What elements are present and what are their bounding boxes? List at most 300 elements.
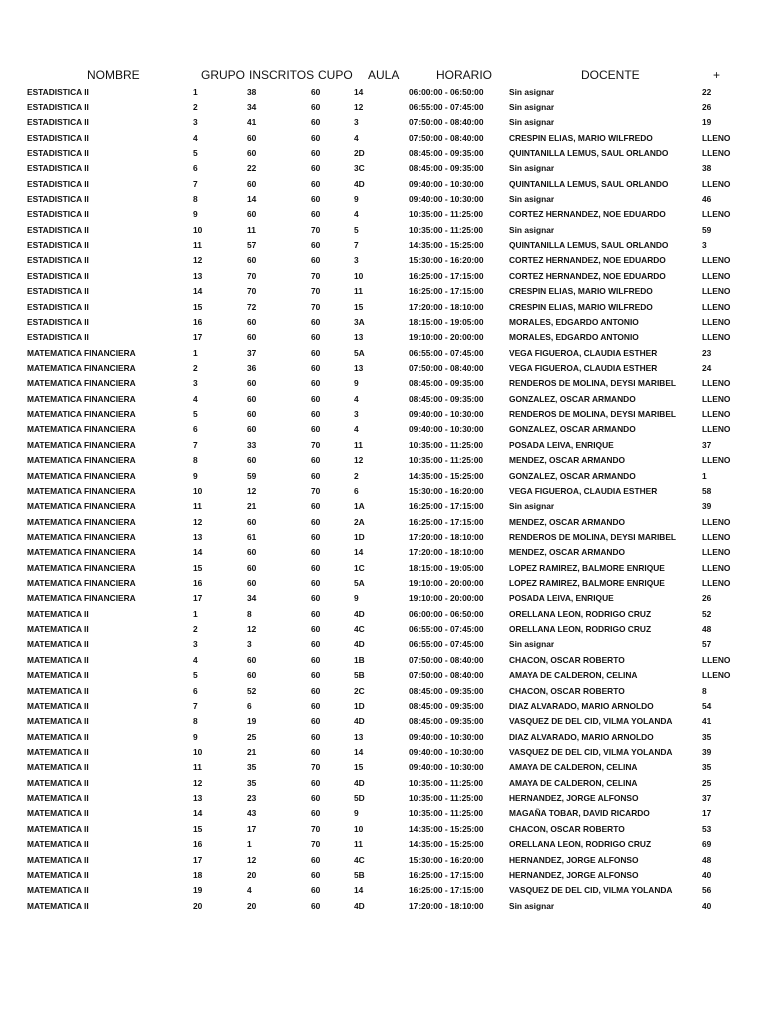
cell-docente: POSADA LEIVA, ENRIQUE [509,593,614,604]
cell-cupo: 60 [311,101,321,112]
cell-grupo: 15 [193,823,203,834]
cell-grupo: 20 [193,900,203,911]
cell-inscritos: 60 [247,409,257,420]
cell-docente: LOPEZ RAMIREZ, BALMORE ENRIQUE [509,562,665,573]
cell-grupo: 7 [193,700,198,711]
cell-inscritos: 60 [247,378,257,389]
cell-grupo: 15 [193,301,203,312]
cell-cupo: 60 [311,639,321,650]
cell-horario: 09:40:00 - 10:30:00 [409,762,484,773]
cell-horario: 07:50:00 - 08:40:00 [409,132,484,143]
cell-nombre: MATEMATICA II [27,624,89,635]
cell-nombre: ESTADISTICA II [27,101,89,112]
cell-inscritos: 25 [247,731,257,742]
cell-nombre: MATEMATICA II [27,639,89,650]
cell-inscritos: 20 [247,869,257,880]
cell-aula: 2C [354,685,365,696]
cell-inscritos: 6 [247,700,252,711]
cell-grupo: 10 [193,224,203,235]
cell-extra: LLENO [702,531,731,542]
cell-grupo: 13 [193,793,203,804]
cell-extra: LLENO [702,270,731,281]
cell-aula: 9 [354,593,359,604]
cell-extra: 69 [702,839,712,850]
cell-cupo: 70 [311,439,321,450]
table-row [0,607,768,622]
cell-grupo: 11 [193,762,202,773]
cell-extra: 35 [702,731,712,742]
cell-extra: 23 [702,347,712,358]
cell-cupo: 60 [311,670,321,681]
cell-docente: CRESPIN ELIAS, MARIO WILFREDO [509,301,653,312]
cell-horario: 07:50:00 - 08:40:00 [409,362,484,373]
cell-extra: 17 [702,808,712,819]
cell-docente: CHACON, OSCAR ROBERTO [509,654,625,665]
cell-inscritos: 60 [247,255,257,266]
cell-inscritos: 72 [247,301,257,312]
cell-aula: 2A [354,516,365,527]
cell-cupo: 60 [311,132,321,143]
table-row [0,637,768,652]
cell-grupo: 17 [193,593,203,604]
cell-grupo: 4 [193,132,198,143]
cell-inscritos: 12 [247,624,257,635]
cell-grupo: 10 [193,746,203,757]
cell-docente: DIAZ ALVARADO, MARIO ARNOLDO [509,700,654,711]
cell-nombre: ESTADISTICA II [27,178,89,189]
cell-grupo: 2 [193,362,198,373]
cell-horario: 16:25:00 - 17:15:00 [409,270,484,281]
cell-extra: 37 [702,439,712,450]
cell-extra: 24 [702,362,712,373]
cell-extra: 59 [702,224,712,235]
cell-cupo: 60 [311,163,321,174]
cell-docente: AMAYA DE CALDERON, CELINA [509,670,638,681]
cell-inscritos: 20 [247,900,257,911]
cell-grupo: 6 [193,424,198,435]
cell-horario: 14:35:00 - 15:25:00 [409,823,484,834]
cell-nombre: MATEMATICA FINANCIERA [27,501,136,512]
cell-docente: QUINTANILLA LEMUS, SAUL ORLANDO [509,147,669,158]
table-row [0,453,768,468]
cell-aula: 12 [354,101,364,112]
cell-aula: 3 [354,255,359,266]
cell-extra: LLENO [702,316,731,327]
cell-inscritos: 19 [247,716,257,727]
cell-horario: 08:45:00 - 09:35:00 [409,147,484,158]
cell-extra: LLENO [702,178,731,189]
cell-extra: 46 [702,194,712,205]
cell-cupo: 60 [311,869,321,880]
cell-nombre: MATEMATICA II [27,793,89,804]
cell-inscritos: 17 [247,823,257,834]
cell-extra: 48 [702,624,712,635]
table-row [0,192,768,207]
cell-docente: Sin asignar [509,86,555,97]
cell-docente: Sin asignar [509,900,555,911]
cell-horario: 14:35:00 - 15:25:00 [409,470,484,481]
table-row [0,131,768,146]
cell-grupo: 5 [193,409,198,420]
cell-cupo: 70 [311,823,321,834]
cell-cupo: 60 [311,316,321,327]
cell-horario: 08:45:00 - 09:35:00 [409,163,484,174]
cell-horario: 09:40:00 - 10:30:00 [409,731,484,742]
cell-docente: VEGA FIGUEROA, CLAUDIA ESTHER [509,485,658,496]
cell-horario: 08:45:00 - 09:35:00 [409,685,484,696]
cell-extra: 22 [702,86,712,97]
cell-docente: RENDEROS DE MOLINA, DEYSI MARIBEL [509,409,677,420]
cell-inscritos: 8 [247,608,252,619]
cell-inscritos: 60 [247,178,257,189]
cell-extra: 54 [702,700,712,711]
cell-aula: 4 [354,209,359,220]
cell-nombre: MATEMATICA FINANCIERA [27,578,136,589]
cell-grupo: 4 [193,393,198,404]
cell-cupo: 60 [311,147,321,158]
cell-nombre: MATEMATICA FINANCIERA [27,562,136,573]
table-row [0,760,768,775]
table-row [0,361,768,376]
cell-cupo: 60 [311,777,321,788]
cell-extra: LLENO [702,332,731,343]
table-row [0,177,768,192]
cell-inscritos: 52 [247,685,257,696]
cell-nombre: MATEMATICA II [27,685,89,696]
cell-aula: 7 [354,240,359,251]
table-row [0,653,768,668]
cell-extra: LLENO [702,562,731,573]
cell-horario: 16:25:00 - 17:15:00 [409,286,484,297]
cell-aula: 1B [354,654,365,665]
cell-inscritos: 60 [247,209,257,220]
cell-aula: 13 [354,731,364,742]
cell-horario: 10:35:00 - 11:25:00 [409,224,484,235]
cell-inscritos: 21 [247,746,257,757]
cell-cupo: 60 [311,685,321,696]
table-row [0,730,768,745]
cell-docente: CRESPIN ELIAS, MARIO WILFREDO [509,286,653,297]
cell-extra: LLENO [702,378,731,389]
cell-inscritos: 3 [247,639,252,650]
cell-inscritos: 59 [247,470,257,481]
table-row [0,238,768,253]
table-row [0,499,768,514]
cell-inscritos: 4 [247,885,252,896]
cell-nombre: MATEMATICA II [27,808,89,819]
cell-grupo: 3 [193,117,198,128]
cell-inscritos: 60 [247,562,257,573]
cell-extra: LLENO [702,132,731,143]
cell-inscritos: 11 [247,224,256,235]
cell-cupo: 60 [311,209,321,220]
cell-aula: 14 [354,547,364,558]
cell-cupo: 60 [311,194,321,205]
table-row [0,100,768,115]
cell-extra: LLENO [702,654,731,665]
cell-cupo: 60 [311,547,321,558]
cell-nombre: ESTADISTICA II [27,86,89,97]
cell-horario: 09:40:00 - 10:30:00 [409,178,484,189]
cell-horario: 07:50:00 - 08:40:00 [409,670,484,681]
cell-nombre: ESTADISTICA II [27,194,89,205]
cell-docente: HERNANDEZ, JORGE ALFONSO [509,854,639,865]
cell-nombre: MATEMATICA FINANCIERA [27,393,136,404]
cell-grupo: 8 [193,716,198,727]
cell-grupo: 14 [193,286,203,297]
cell-nombre: MATEMATICA FINANCIERA [27,409,136,420]
cell-nombre: ESTADISTICA II [27,163,89,174]
cell-inscritos: 60 [247,547,257,558]
cell-cupo: 60 [311,608,321,619]
cell-aula: 5A [354,347,365,358]
cell-aula: 9 [354,808,359,819]
table-row [0,115,768,130]
cell-aula: 14 [354,746,364,757]
cell-aula: 1A [354,501,365,512]
cell-docente: ORELLANA LEON, RODRIGO CRUZ [509,839,652,850]
cell-extra: 8 [702,685,707,696]
cell-nombre: MATEMATICA II [27,854,89,865]
cell-horario: 16:25:00 - 17:15:00 [409,869,484,880]
cell-extra: 48 [702,854,712,865]
header-extra: + [713,68,721,82]
cell-grupo: 16 [193,578,203,589]
cell-horario: 06:00:00 - 06:50:00 [409,608,484,619]
cell-extra: 56 [702,885,712,896]
cell-inscritos: 61 [247,531,257,542]
cell-inscritos: 36 [247,362,257,373]
cell-horario: 08:45:00 - 09:35:00 [409,700,484,711]
table-row [0,330,768,345]
cell-nombre: MATEMATICA II [27,885,89,896]
cell-extra: LLENO [702,516,731,527]
cell-grupo: 11 [193,501,202,512]
cell-grupo: 16 [193,316,203,327]
cell-extra: 57 [702,639,712,650]
cell-docente: CRESPIN ELIAS, MARIO WILFREDO [509,132,653,143]
cell-horario: 10:35:00 - 11:25:00 [409,777,484,788]
cell-horario: 15:30:00 - 16:20:00 [409,485,484,496]
cell-cupo: 70 [311,224,321,235]
cell-horario: 08:45:00 - 09:35:00 [409,716,484,727]
cell-grupo: 8 [193,194,198,205]
cell-cupo: 60 [311,531,321,542]
cell-nombre: ESTADISTICA II [27,332,89,343]
cell-nombre: MATEMATICA II [27,900,89,911]
cell-aula: 3A [354,316,365,327]
cell-aula: 5 [354,224,359,235]
cell-aula: 4 [354,132,359,143]
cell-inscritos: 34 [247,101,257,112]
cell-extra: 25 [702,777,712,788]
cell-docente: RENDEROS DE MOLINA, DEYSI MARIBEL [509,378,677,389]
table-row [0,253,768,268]
cell-nombre: MATEMATICA FINANCIERA [27,378,136,389]
header-aula: AULA [368,68,400,82]
cell-cupo: 60 [311,393,321,404]
cell-docente: GONZALEZ, OSCAR ARMANDO [509,393,636,404]
cell-nombre: MATEMATICA FINANCIERA [27,516,136,527]
cell-grupo: 12 [193,516,203,527]
cell-extra: LLENO [702,393,731,404]
table-row [0,530,768,545]
table-row [0,684,768,699]
cell-nombre: MATEMATICA FINANCIERA [27,547,136,558]
cell-horario: 09:40:00 - 10:30:00 [409,194,484,205]
cell-grupo: 1 [193,86,198,97]
table-row [0,438,768,453]
cell-extra: 39 [702,501,712,512]
cell-docente: CORTEZ HERNANDEZ, NOE EDUARDO [509,270,666,281]
cell-inscritos: 38 [247,86,257,97]
cell-horario: 19:10:00 - 20:00:00 [409,578,484,589]
cell-cupo: 60 [311,332,321,343]
cell-horario: 07:50:00 - 08:40:00 [409,654,484,665]
header-cupo: CUPO [318,68,353,82]
cell-docente: Sin asignar [509,194,555,205]
cell-grupo: 4 [193,654,198,665]
cell-aula: 14 [354,885,364,896]
header-docente: DOCENTE [581,68,640,82]
cell-docente: MORALES, EDGARDO ANTONIO [509,316,639,327]
cell-horario: 06:55:00 - 07:45:00 [409,347,484,358]
cell-nombre: ESTADISTICA II [27,240,89,251]
cell-cupo: 60 [311,562,321,573]
cell-horario: 06:00:00 - 06:50:00 [409,86,484,97]
cell-cupo: 60 [311,700,321,711]
cell-horario: 09:40:00 - 10:30:00 [409,424,484,435]
cell-cupo: 70 [311,301,321,312]
cell-docente: VASQUEZ DE DEL CID, VILMA YOLANDA [509,746,673,757]
cell-extra: 35 [702,762,712,773]
cell-docente: HERNANDEZ, JORGE ALFONSO [509,869,639,880]
cell-aula: 11 [354,439,363,450]
cell-aula: 15 [354,301,364,312]
cell-docente: CHACON, OSCAR ROBERTO [509,823,625,834]
cell-horario: 10:35:00 - 11:25:00 [409,439,484,450]
cell-aula: 2D [354,147,365,158]
cell-nombre: MATEMATICA II [27,869,89,880]
cell-cupo: 70 [311,839,321,850]
cell-docente: VASQUEZ DE DEL CID, VILMA YOLANDA [509,716,673,727]
cell-aula: 13 [354,362,364,373]
cell-cupo: 60 [311,409,321,420]
cell-inscritos: 21 [247,501,257,512]
cell-docente: ORELLANA LEON, RODRIGO CRUZ [509,624,652,635]
cell-aula: 4C [354,854,365,865]
table-row [0,561,768,576]
cell-aula: 4C [354,624,365,635]
cell-docente: MAGAÑA TOBAR, DAVID RICARDO [509,808,650,819]
cell-grupo: 13 [193,531,203,542]
cell-aula: 5D [354,793,365,804]
cell-nombre: MATEMATICA II [27,700,89,711]
header-inscritos: INSCRITOS [249,68,315,82]
cell-grupo: 18 [193,869,203,880]
cell-nombre: MATEMATICA II [27,777,89,788]
cell-docente: LOPEZ RAMIREZ, BALMORE ENRIQUE [509,578,665,589]
cell-horario: 06:55:00 - 07:45:00 [409,101,484,112]
cell-grupo: 3 [193,378,198,389]
cell-aula: 14 [354,86,364,97]
cell-aula: 5B [354,670,365,681]
cell-extra: 38 [702,163,712,174]
header-nombre: NOMBRE [87,68,140,82]
cell-extra: 3 [702,240,707,251]
cell-nombre: MATEMATICA FINANCIERA [27,531,136,542]
cell-aula: 5B [354,869,365,880]
cell-cupo: 60 [311,86,321,97]
cell-horario: 18:15:00 - 19:05:00 [409,316,484,327]
cell-horario: 09:40:00 - 10:30:00 [409,409,484,420]
cell-extra: 58 [702,485,712,496]
cell-grupo: 17 [193,332,203,343]
cell-nombre: MATEMATICA II [27,608,89,619]
cell-inscritos: 35 [247,777,257,788]
cell-aula: 9 [354,378,359,389]
cell-cupo: 60 [311,378,321,389]
cell-cupo: 60 [311,793,321,804]
table-row [0,745,768,760]
table-row [0,791,768,806]
cell-nombre: MATEMATICA FINANCIERA [27,470,136,481]
cell-docente: QUINTANILLA LEMUS, SAUL ORLANDO [509,178,669,189]
cell-cupo: 60 [311,240,321,251]
table-row [0,837,768,852]
table-row [0,146,768,161]
cell-docente: VEGA FIGUEROA, CLAUDIA ESTHER [509,347,658,358]
cell-aula: 6 [354,485,359,496]
cell-docente: Sin asignar [509,117,555,128]
cell-aula: 3 [354,117,359,128]
cell-docente: AMAYA DE CALDERON, CELINA [509,762,638,773]
cell-docente: AMAYA DE CALDERON, CELINA [509,777,638,788]
cell-nombre: MATEMATICA FINANCIERA [27,485,136,496]
cell-inscritos: 14 [247,194,257,205]
cell-cupo: 60 [311,716,321,727]
cell-horario: 14:35:00 - 15:25:00 [409,240,484,251]
cell-extra: 19 [702,117,712,128]
cell-horario: 17:20:00 - 18:10:00 [409,301,484,312]
table-row [0,883,768,898]
cell-grupo: 15 [193,562,203,573]
cell-cupo: 60 [311,854,321,865]
cell-nombre: ESTADISTICA II [27,270,89,281]
cell-aula: 4D [354,608,365,619]
cell-horario: 10:35:00 - 11:25:00 [409,455,484,466]
table-row [0,469,768,484]
cell-aula: 4D [354,639,365,650]
cell-docente: VASQUEZ DE DEL CID, VILMA YOLANDA [509,885,673,896]
cell-aula: 1D [354,700,365,711]
cell-inscritos: 60 [247,316,257,327]
cell-horario: 08:45:00 - 09:35:00 [409,378,484,389]
cell-aula: 4 [354,424,359,435]
cell-nombre: MATEMATICA II [27,839,89,850]
cell-grupo: 11 [193,240,202,251]
cell-cupo: 60 [311,455,321,466]
cell-extra: LLENO [702,255,731,266]
cell-horario: 17:20:00 - 18:10:00 [409,900,484,911]
cell-grupo: 5 [193,147,198,158]
cell-aula: 1D [354,531,365,542]
table-row [0,776,768,791]
cell-grupo: 6 [193,685,198,696]
cell-nombre: MATEMATICA FINANCIERA [27,455,136,466]
cell-nombre: MATEMATICA II [27,731,89,742]
cell-docente: CORTEZ HERNANDEZ, NOE EDUARDO [509,209,666,220]
